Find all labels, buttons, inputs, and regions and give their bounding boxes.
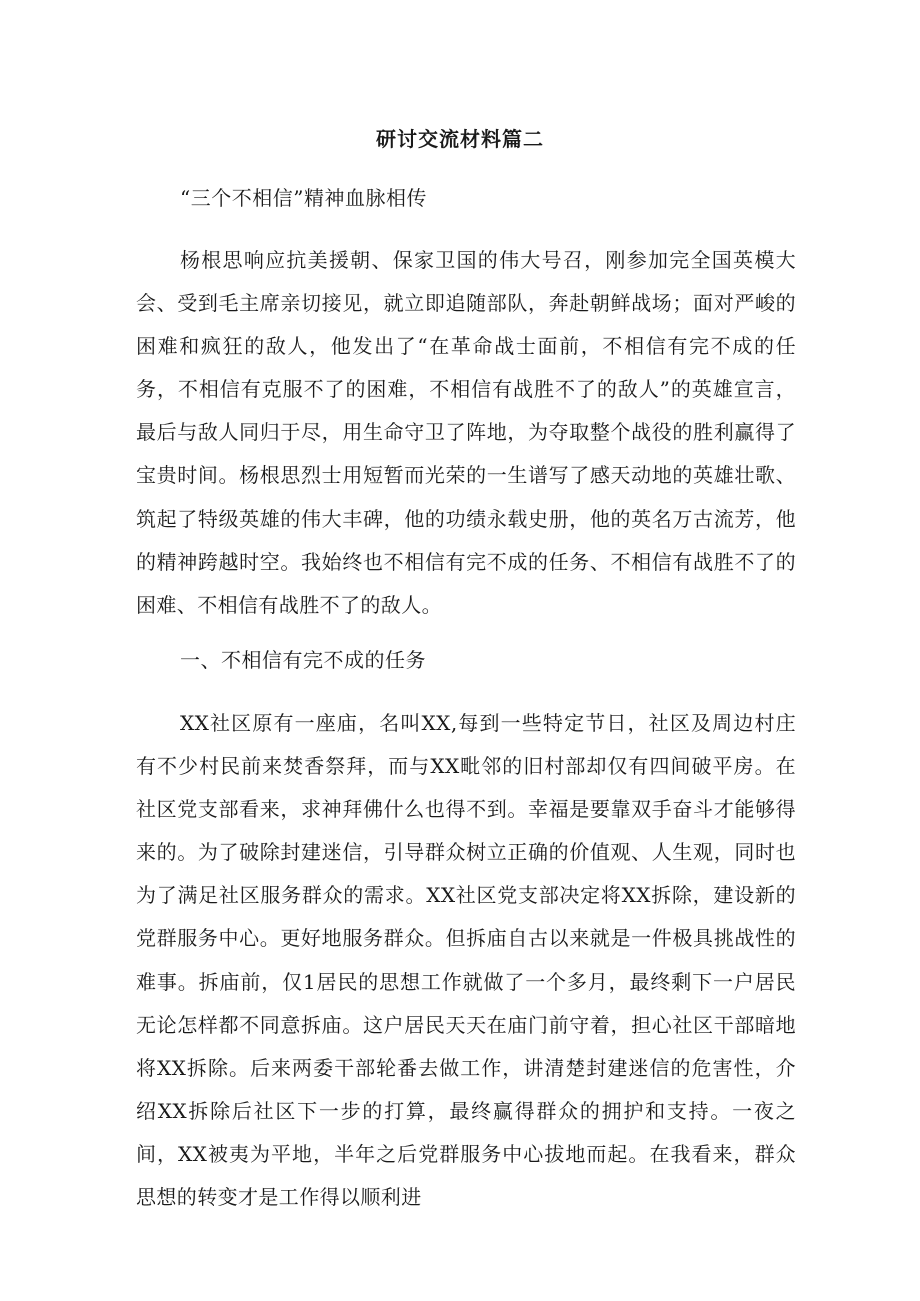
body-paragraph: 杨根思响应抗美援朝、保家卫国的伟大号召，刚参加完全国英模大会、受到毛主席亲切接见，就立即追随部队，奔赴朝鲜战场；面对严峻的困难和疯狂的敌人，他发出了“在革命战士面前，不相信有完不成的任务，不相信有克服不了的困难，不相信有战胜不了的敌人”的英雄宣言，最后与敌人同归于尽，用生命守卫了阵地，为夺取整个战役的胜利赢得了宝贵时间。杨根思烈士用短暂而光荣的一生谱写了感天动地的英雄壮歌、筑起了特级英雄的伟大丰碑，他的功绩永载史册，他的英名万古流芳，他的精神跨越时空。我始终也不相信有完不成的任务、不相信有战胜不了的困难、不相信有战胜不了的敌人。 [136,248,796,617]
body-paragraph: XX社区原有一座庙，名叫XX,每到一些特定节日，社区及周边村庄有不少村民前来焚香祭拜，而与XX毗邻的旧村部却仅有四间破平房。在社区党支部看来，求神拜佛什么也得不到。幸福是要靠双手奋斗才能够得来的。为了破除封建迷信，引导群众树立正确的价值观、人生观，同时也为了满足社区服务群众的需求。XX社区党支部决定将XX拆除，建设新的党群服务中心。更好地服务群众。但拆庙自古以来就是一件极具挑战性的难事。拆庙前，仅1居民的思想工作就做了一个多月，最终剩下一户居民无论怎样都不同意拆庙。这户居民天天在庙门前守着，担心社区干部暗地将XX拆除。后来两委干部轮番去做工作，讲清楚封建迷信的危害性，介绍XX拆除后社区下一步的打算，最终赢得群众的拥护和支持。一夜之间，XX被夷为平地，半年之后党群服务中心拔地而起。在我看来，群众思想的转变才是工作得以顺利进 [136,711,796,1210]
section-heading: 一、不相信有完不成的任务 [180,648,426,672]
document-title: 研讨交流材料篇二 [376,127,544,151]
document-subtitle: “三个不相信”精神血脉相传 [180,186,427,210]
